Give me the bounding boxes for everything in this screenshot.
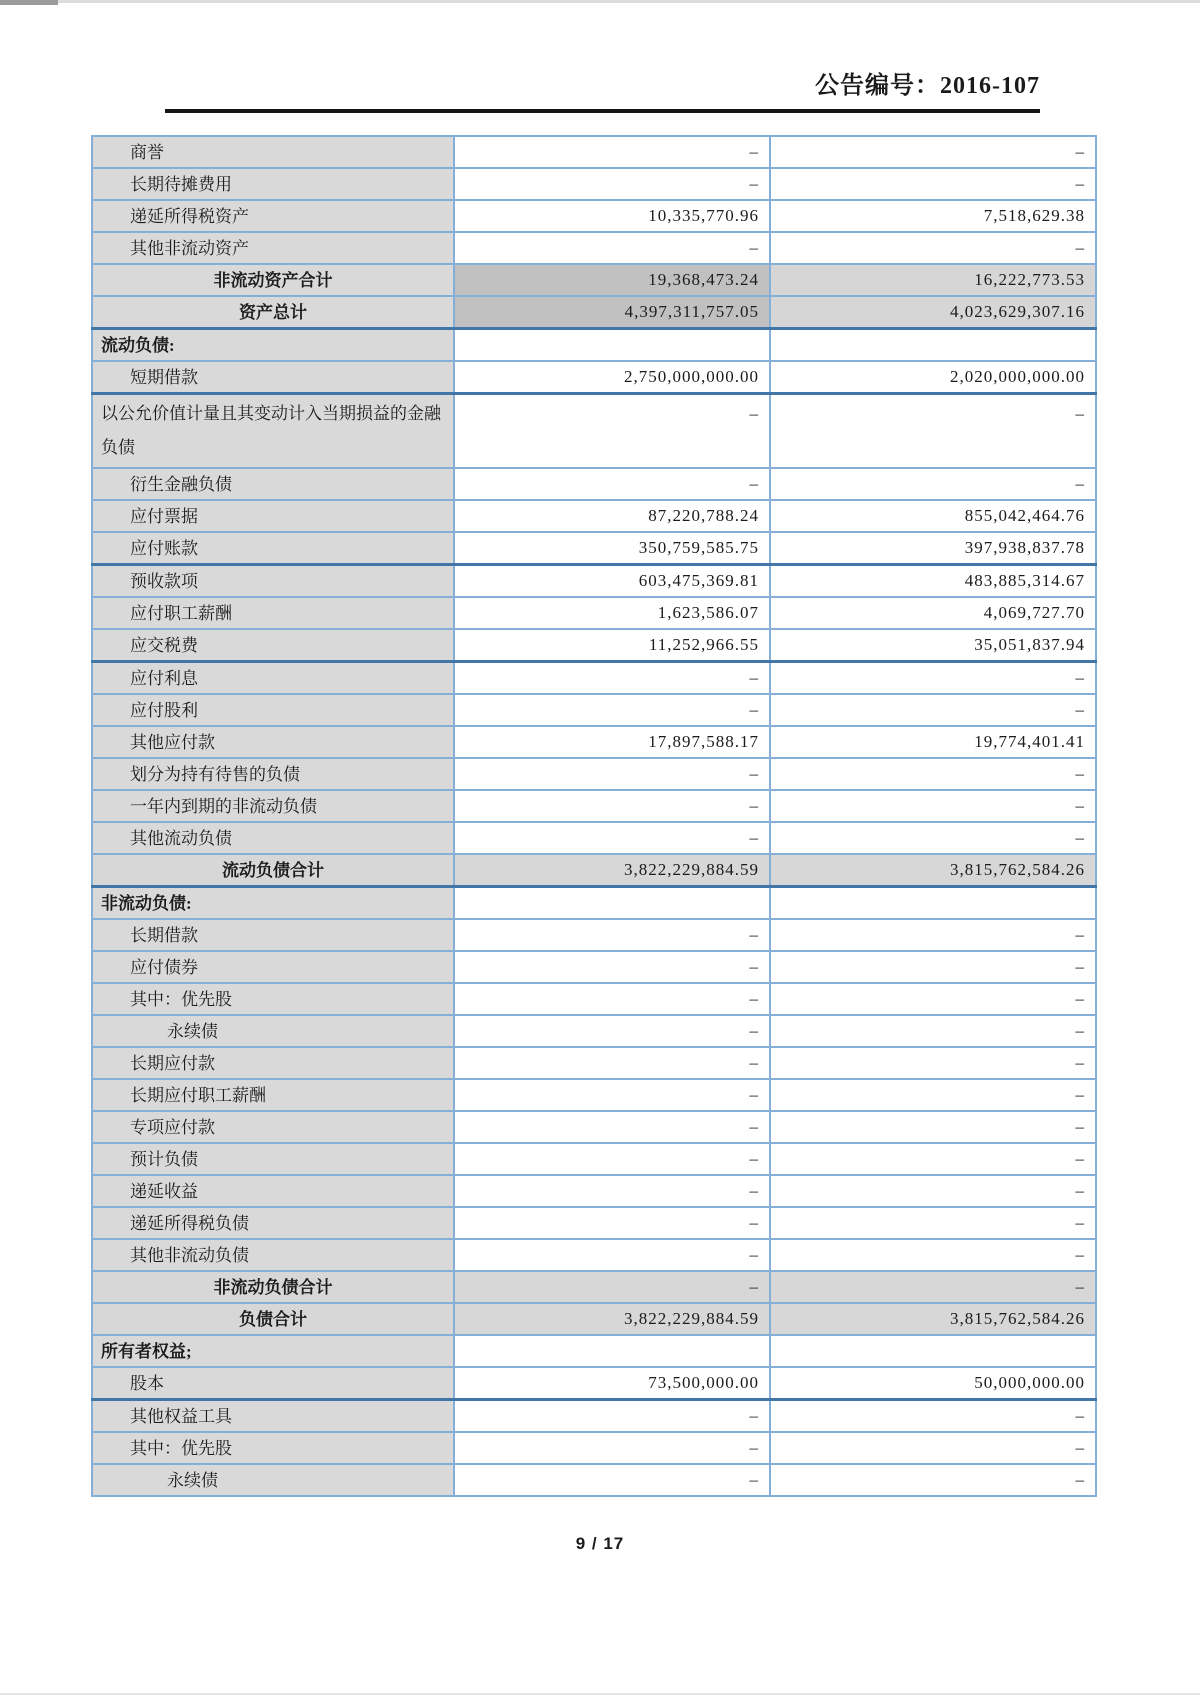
table-row [92,1015,1096,1047]
value-current-period [454,329,770,362]
value-current-period: – [454,468,770,500]
announcement-number: 公告编号：2016-107 [815,73,1040,99]
value-current-period: – [454,1175,770,1207]
value-prior-period: – [770,1239,1096,1271]
row-label: 短期借款 [92,361,454,394]
value-prior-period: – [770,758,1096,790]
value-prior-period: – [770,1047,1096,1079]
row-label: 递延所得税资产 [92,200,454,232]
value-current-period: – [454,1143,770,1175]
value-current-period: – [454,136,770,168]
value-current-period: 3,822,229,884.59 [454,1303,770,1335]
value-current-period: 3,822,229,884.59 [454,854,770,887]
table-row [92,790,1096,822]
value-prior-period: 483,885,314.67 [770,565,1096,598]
value-prior-period: – [770,951,1096,983]
value-prior-period [770,1335,1096,1367]
value-current-period: – [454,951,770,983]
value-prior-period: 35,051,837.94 [770,629,1096,662]
value-prior-period: 3,815,762,584.26 [770,1303,1096,1335]
table-row [92,1464,1096,1496]
table-row [92,1079,1096,1111]
table-row [92,726,1096,758]
row-label: 资产总计 [92,296,454,329]
value-prior-period: 3,815,762,584.26 [770,854,1096,887]
value-prior-period: 4,023,629,307.16 [770,296,1096,329]
value-current-period: 73,500,000.00 [454,1367,770,1400]
value-prior-period: – [770,1271,1096,1303]
value-current-period: – [454,662,770,695]
row-label: 划分为持有待售的负债 [92,758,454,790]
table-row [92,1432,1096,1464]
table-row [92,1239,1096,1271]
row-label: 衍生金融负债 [92,468,454,500]
value-current-period: – [454,168,770,200]
value-prior-period: – [770,1015,1096,1047]
value-prior-period: – [770,1175,1096,1207]
value-current-period: 19,368,473.24 [454,264,770,296]
row-label: 长期应付款 [92,1047,454,1079]
value-current-period: – [454,232,770,264]
row-label: 其他非流动负债 [92,1239,454,1271]
value-prior-period: – [770,790,1096,822]
row-label: 永续债 [92,1015,454,1047]
value-prior-period: – [770,136,1096,168]
table-row [92,1367,1096,1400]
value-prior-period: 397,938,837.78 [770,532,1096,565]
value-prior-period: 16,222,773.53 [770,264,1096,296]
value-current-period [454,887,770,920]
table-row [92,1175,1096,1207]
row-label: 应付账款 [92,532,454,565]
value-current-period: – [454,822,770,854]
row-label: 预计负债 [92,1143,454,1175]
value-prior-period: 4,069,727.70 [770,597,1096,629]
value-prior-period [770,329,1096,362]
table-row [92,200,1096,232]
table-row [92,264,1096,296]
value-prior-period: 7,518,629.38 [770,200,1096,232]
table-row [92,1111,1096,1143]
row-label: 其他流动负债 [92,822,454,854]
table-row [92,1207,1096,1239]
value-prior-period: – [770,468,1096,500]
value-current-period: – [454,694,770,726]
value-current-period: 17,897,588.17 [454,726,770,758]
value-current-period: – [454,919,770,951]
row-label: 应付职工薪酬 [92,597,454,629]
table-row [92,468,1096,500]
table-row [92,854,1096,887]
row-label: 以公允价值计量且其变动计入当期损益的金融负债 [92,394,454,469]
row-label: 预收款项 [92,565,454,598]
value-prior-period: – [770,1400,1096,1433]
row-label: 一年内到期的非流动负债 [92,790,454,822]
scan-edge-corner [0,0,58,5]
value-prior-period [770,887,1096,920]
value-prior-period: – [770,983,1096,1015]
row-label: 应付票据 [92,500,454,532]
table-row [92,662,1096,695]
row-label: 应交税费 [92,629,454,662]
row-label: 其中：优先股 [92,1432,454,1464]
value-prior-period: – [770,168,1096,200]
value-prior-period: – [770,1207,1096,1239]
table-row [92,597,1096,629]
table-row [92,500,1096,532]
table-row [92,1303,1096,1335]
table-row [92,919,1096,951]
table-row [92,1335,1096,1367]
value-current-period: – [454,1464,770,1496]
row-label: 其中：优先股 [92,983,454,1015]
row-label: 流动负债合计 [92,854,454,887]
row-label: 专项应付款 [92,1111,454,1143]
value-prior-period: – [770,1111,1096,1143]
value-current-period: 2,750,000,000.00 [454,361,770,394]
row-label: 长期应付职工薪酬 [92,1079,454,1111]
table-row [92,951,1096,983]
table-row [92,694,1096,726]
table-row [92,168,1096,200]
value-current-period: 603,475,369.81 [454,565,770,598]
value-current-period: – [454,1079,770,1111]
value-current-period: 350,759,585.75 [454,532,770,565]
value-current-period: – [454,394,770,469]
table-row [92,1271,1096,1303]
value-current-period: – [454,1239,770,1271]
value-current-period: – [454,1400,770,1433]
table-row [92,629,1096,662]
table-row [92,1143,1096,1175]
scan-edge-bottom [0,1693,1200,1695]
page-number: 9 / 17 [575,1534,625,1553]
value-current-period [454,1335,770,1367]
row-label: 应付股利 [92,694,454,726]
table-row [92,565,1096,598]
row-label: 流动负债: [92,329,454,362]
row-label: 其他权益工具 [92,1400,454,1433]
row-label: 非流动资产合计 [92,264,454,296]
balance-sheet-table [91,135,1097,1497]
value-prior-period: 19,774,401.41 [770,726,1096,758]
value-current-period: – [454,1271,770,1303]
row-label: 递延所得税负债 [92,1207,454,1239]
header-rule [165,109,1040,113]
row-label: 非流动负债: [92,887,454,920]
value-prior-period: – [770,1432,1096,1464]
row-label: 其他非流动资产 [92,232,454,264]
row-label: 长期待摊费用 [92,168,454,200]
row-label: 所有者权益; [92,1335,454,1367]
value-current-period: 1,623,586.07 [454,597,770,629]
row-label: 商誉 [92,136,454,168]
value-current-period: 11,252,966.55 [454,629,770,662]
value-prior-period: – [770,1464,1096,1496]
row-label: 应付债券 [92,951,454,983]
table-row [92,136,1096,168]
table-row [92,329,1096,362]
value-current-period: – [454,1432,770,1464]
page-header [0,0,1200,113]
table-row [92,361,1096,394]
value-current-period: – [454,983,770,1015]
value-prior-period: – [770,919,1096,951]
row-label: 负债合计 [92,1303,454,1335]
balance-sheet-body [92,136,1096,1496]
value-current-period: – [454,1047,770,1079]
value-prior-period: – [770,822,1096,854]
value-current-period: 10,335,770.96 [454,200,770,232]
value-prior-period: 2,020,000,000.00 [770,361,1096,394]
row-label: 非流动负债合计 [92,1271,454,1303]
value-prior-period: – [770,232,1096,264]
table-row [92,983,1096,1015]
value-current-period: – [454,758,770,790]
value-prior-period: – [770,1143,1096,1175]
row-label: 其他应付款 [92,726,454,758]
table-row [92,232,1096,264]
value-current-period: – [454,1207,770,1239]
table-row [92,758,1096,790]
row-label: 应付利息 [92,662,454,695]
table-row [92,887,1096,920]
value-current-period: 4,397,311,757.05 [454,296,770,329]
table-row [92,822,1096,854]
table-row [92,532,1096,565]
table-row [92,296,1096,329]
table-row [92,394,1096,469]
table-row [92,1047,1096,1079]
row-label: 股本 [92,1367,454,1400]
value-prior-period: – [770,1079,1096,1111]
row-label: 递延收益 [92,1175,454,1207]
table-row [92,1400,1096,1433]
row-label: 长期借款 [92,919,454,951]
value-current-period: – [454,1111,770,1143]
value-current-period: – [454,790,770,822]
value-prior-period: 50,000,000.00 [770,1367,1096,1400]
value-current-period: – [454,1015,770,1047]
value-prior-period: – [770,662,1096,695]
value-prior-period: – [770,394,1096,469]
scan-edge-top [0,0,1200,3]
value-prior-period: 855,042,464.76 [770,500,1096,532]
row-label: 永续债 [92,1464,454,1496]
value-current-period: 87,220,788.24 [454,500,770,532]
value-prior-period: – [770,694,1096,726]
